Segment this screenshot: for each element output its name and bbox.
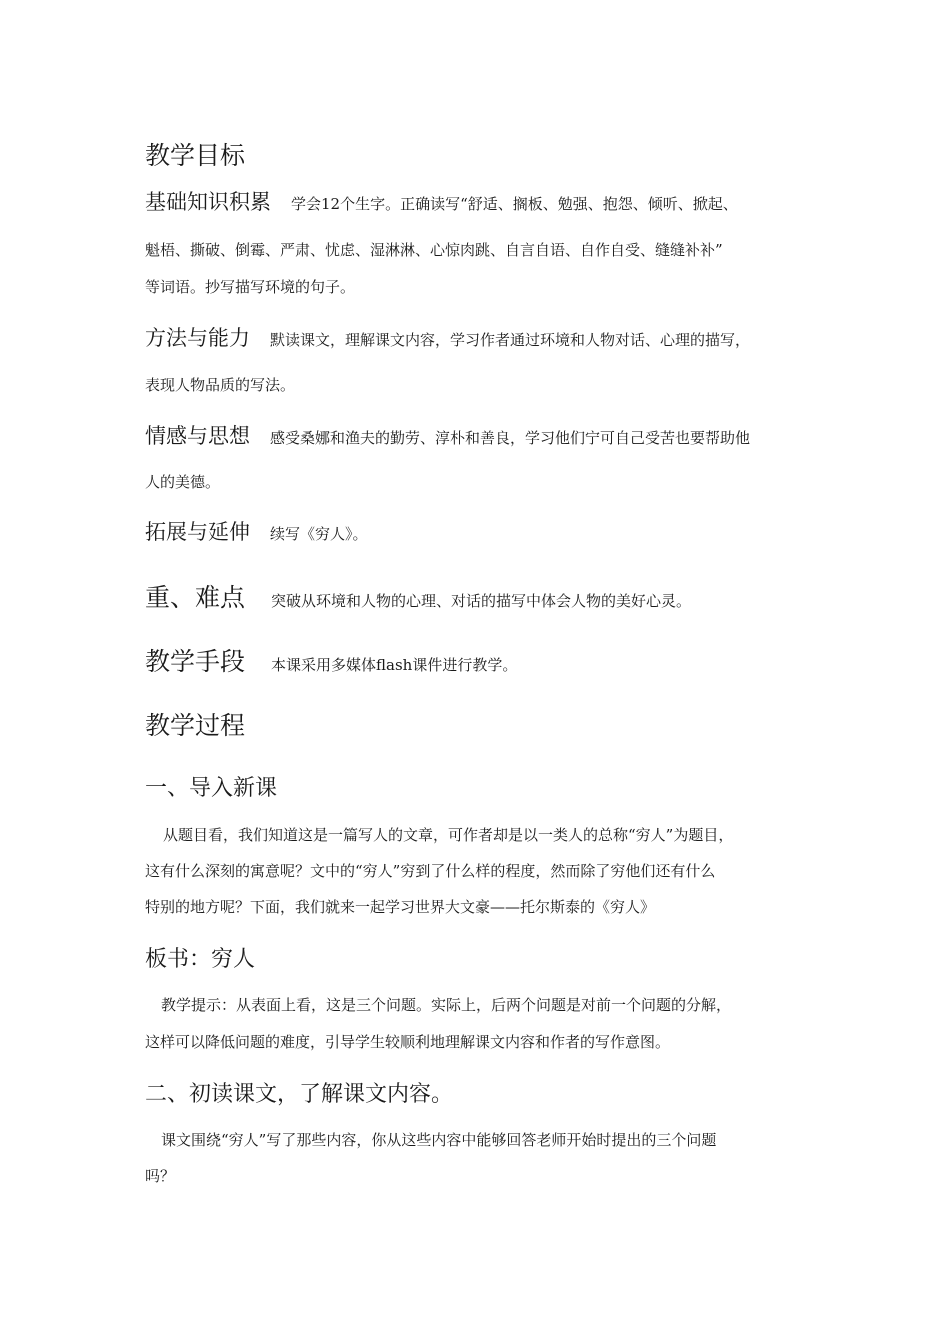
goal-basic-line-3: 等词语。抄写描写环境的句子。 [145,278,356,296]
goal-emotion [145,420,820,450]
goal-basic-label: 基础知识积累 [145,190,271,214]
key-points [145,578,820,614]
goal-basic-line-1: 学会12个生字。正确读写“舒适、搁板、勉强、抱怨、倾听、掀起、 [291,195,738,213]
goal-basic-line-2: 魁梧、撕破、倒霉、严肃、忧虑、湿淋淋、心惊肉跳、自言自语、自作自受、缝缝补补” [145,241,723,259]
teaching-means-label: 教学手段 [145,647,246,676]
process-title: 教学过程 [145,711,246,740]
section1-heading: 一、导入新课 [145,776,278,801]
section2-heading: 二、初读课文，了解课文内容。 [145,1082,454,1107]
section2-line-1: 课文围绕“穷人”写了那些内容，你从这些内容中能够回答老师开始时提出的三个问题 [161,1131,717,1149]
tip-line-1: 教学提示：从表面上看，这是三个问题。实际上，后两个问题是对前一个问题的分解， [161,996,732,1014]
page-title: 教学目标 [145,141,246,170]
section1-line-2: 这有什么深刻的寓意呢？文中的“穷人”穷到了什么样的程度，然而除了穷他们还有什么 [145,862,716,880]
goal-method [145,322,820,352]
teaching-means-text: 本课采用多媒体flash课件进行教学。 [271,656,518,674]
goal-emotion-line-1: 感受桑娜和渔夫的勤劳、淳朴和善良，学习他们宁可自己受苦也要帮助他 [270,429,751,447]
section1-line-3: 特别的地方呢？下面，我们就来一起学习世界大文豪——托尔斯泰的《穷人》 [145,898,656,916]
goal-method-label: 方法与能力 [145,326,250,350]
goal-extension-line-1: 续写《穷人》。 [270,525,368,543]
section1-line-1: 从题目看，我们知道这是一篇写人的文章，可作者却是以一类人的总称“穷人”为题目， [163,826,734,844]
tip-line-2: 这样可以降低问题的难度，引导学生较顺利地理解课文内容和作者的写作意图。 [145,1033,671,1051]
goal-extension [145,516,820,546]
section2-line-2: 吗？ [145,1167,176,1185]
teaching-means [145,642,820,678]
goal-emotion-line-2: 人的美德。 [145,473,221,491]
goal-emotion-label: 情感与思想 [145,424,250,448]
goal-method-line-2: 表现人物品质的写法。 [145,376,296,394]
goal-basic [145,186,820,216]
goal-extension-label: 拓展与延伸 [145,520,250,544]
goal-method-line-1: 默读课文，理解课文内容，学习作者通过环境和人物对话、心理的描写， [270,331,751,349]
board-writing: 板书：穷人 [145,947,256,972]
key-points-text: 突破从环境和人物的心理、对话的描写中体会人物的美好心灵。 [271,592,692,610]
key-points-label: 重、难点 [145,583,246,612]
